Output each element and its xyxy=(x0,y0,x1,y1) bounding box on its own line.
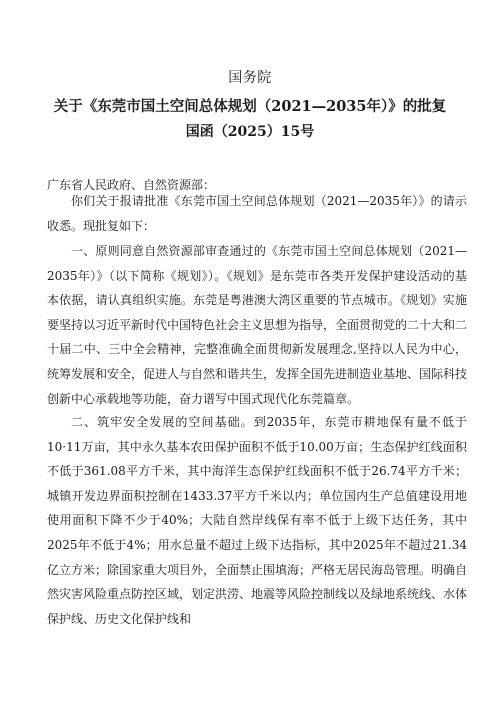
issuer-heading: 国务院 xyxy=(228,70,272,86)
paragraph-spatial-foundation: 二、筑牢安全发展的空间基础。到2035年，东莞市耕地保有量不低于10·11万亩，其中永久基本农田保护面积不低于10.00万亩；生态保护红线面积不低于361.08平方千米，其中海洋生态保护红线面积不低于26.74平方千米；城镇开发边界面积控制在1433.37平方千米以内；单位国内生产总值建设用地使用面积下降不少于40%；大陆自然岸线保有率不低于上级下达任务，其中2025年不低于4%；用水总量不超过上级下达指标，其中2025年不超过21.34亿立方米；除国家重大项目外，全面禁止围填海；严格无居民海岛管理。明确自然灾害风险重点防控区域，划定洪涝、地震等风险控制线以及绿地系统线、水体保护线、历史文化保护线和 xyxy=(47,415,468,626)
paragraph-approval: 一、原则同意自然资源部审查通过的《东莞市国土空间总体规划（2021—2035年）》（以下简称《规划》）。《规划》是东莞市各类开发保护建设活动的基本依据，请认真组织实施。东莞是粤港澳大湾区重要的节点城市。《规划》实施要坚持以习近平新时代中国特色社会主义思想为指导，全面贯彻党的二十大和二十届二中、三中全会精神，完整准确全面贯彻新发展理念,坚持以人民为中心，统筹发展和安全，促进人与自然和谐共生，发挥全国先进制造业基地、国际科技创新中心承载地等功能，奋力谱写中国式现代化东莞篇章。 xyxy=(47,244,468,406)
document-title: 关于《东莞市国土空间总体规划（2021—2035年）》的批复 xyxy=(53,98,447,115)
document-number: 国函（2025）15号 xyxy=(185,124,315,140)
paragraph-request-acknowledgement: 你们关于报请批准《东莞市国土空间总体规划（2021—2035年）》的请示收悉。现批复如下： xyxy=(47,194,467,233)
salutation: 广东省人民政府、自然资源部： xyxy=(47,178,216,192)
